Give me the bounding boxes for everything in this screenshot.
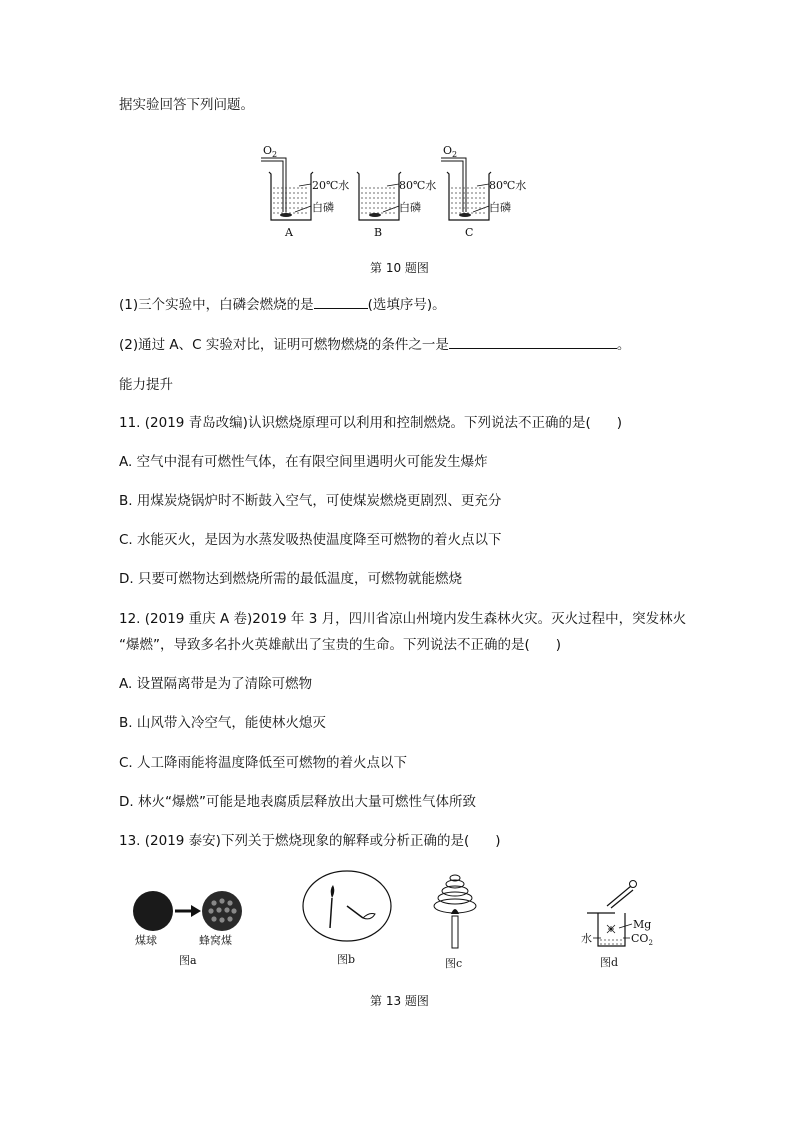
flame-icon — [451, 909, 459, 914]
fig13d-co2-label: $CO_2$ — [631, 932, 653, 947]
phosphorus-label-a: 白磷 — [312, 201, 334, 214]
beaker-letter-a: A — [285, 226, 293, 239]
figure-10-caption: 第 10 题图 — [370, 261, 429, 275]
q10-part2-blank — [449, 336, 617, 349]
phosphorus-label-c: 白磷 — [489, 201, 511, 214]
q12-stem-line1: 12. (2019 重庆 A 卷)2019 年 3 月，四川省凉山州境内发生森林火灾。灭火过程中，突发林火 — [119, 611, 687, 627]
q10-part1: (1)三个实验中，白磷会燃烧的是 (选填序号)。 — [119, 297, 446, 313]
beaker-letter-b: B — [374, 226, 383, 239]
section-heading: 能力提升 — [119, 377, 173, 393]
figure-13 — [125, 866, 675, 976]
tongs-icon — [607, 886, 631, 906]
fig13d-water-label: 水 — [581, 932, 592, 945]
q12-option-a: A. 设置隔离带是为了清除可燃物 — [119, 676, 313, 692]
water-label-a: 20℃水 — [312, 179, 350, 192]
q12-option-b: B. 山风带入冷空气，能使林火熄灭 — [119, 715, 326, 731]
q12-stem-line2: “爆燃”，导致多名扑火英雄献出了宝贵的生命。下列说法不正确的是( ) — [119, 637, 562, 653]
fig13b-caption: 图b — [337, 953, 356, 966]
candle-icon — [452, 916, 458, 948]
fig13d-caption: 图d — [600, 956, 619, 969]
fig13a-right-label: 蜂窝煤 — [199, 934, 232, 947]
beaker-b — [357, 172, 436, 239]
honeycomb-coal-icon — [202, 891, 242, 931]
coal-ball-icon — [133, 891, 173, 931]
arrow-right-icon — [191, 905, 201, 917]
match-upright-icon — [330, 898, 332, 928]
fig13a-left-label: 煤球 — [135, 934, 157, 947]
figure-13-caption: 第 13 题图 — [370, 994, 429, 1008]
q11-option-d: D. 只要可燃物达到燃烧所需的最低温度，可燃物就能燃烧 — [119, 571, 462, 587]
q10-part2: (2)通过 A、C 实验对比，证明可燃物燃烧的条件之一是 。 — [119, 337, 631, 353]
q10-part1-blank — [314, 296, 368, 309]
water-label-c: 80℃水 — [489, 179, 527, 192]
o2-label-a: $O_2$ — [263, 144, 278, 159]
q13-stem: 13. (2019 泰安)下列关于燃烧现象的解释或分析正确的是( ) — [119, 833, 501, 849]
q11-option-b: B. 用煤炭烧锅炉时不断鼓入空气，可使煤炭燃烧更剧烈、更充分 — [119, 493, 502, 509]
q11-stem: 11. (2019 青岛改编)认识燃烧原理可以利用和控制燃烧。下列说法不正确的是( ) — [119, 415, 622, 431]
copper-coil-icon — [434, 875, 476, 913]
beaker-a — [261, 144, 349, 239]
intro-text: 据实验回答下列问题。 — [119, 97, 254, 113]
q12-option-c: C. 人工降雨能将温度降低至可燃物的着火点以下 — [119, 755, 408, 771]
burning-mg-icon — [607, 925, 615, 933]
water-label-b: 80℃水 — [399, 179, 437, 192]
figure-13c — [434, 875, 476, 970]
beaker-c — [441, 144, 526, 239]
fig13c-caption: 图c — [445, 957, 463, 970]
q12-option-d: D. 林火“爆燃”可能是地表腐质层释放出大量可燃性气体所致 — [119, 794, 476, 810]
figure-13b — [303, 871, 391, 966]
figure-13d — [581, 881, 653, 970]
o2-label-c: $O_2$ — [443, 144, 458, 159]
q11-option-c: C. 水能灭火，是因为水蒸发吸热使温度降至可燃物的着火点以下 — [119, 532, 502, 548]
fig13a-caption: 图a — [179, 954, 197, 967]
figure-13a — [133, 891, 242, 967]
q11-option-a: A. 空气中混有可燃性气体，在有限空间里遇明火可能发生爆炸 — [119, 454, 488, 470]
fig13d-mg-label: Mg — [633, 918, 652, 931]
match-tilted-icon — [347, 906, 363, 918]
phosphorus-label-b: 白磷 — [399, 201, 421, 214]
beaker-letter-c: C — [465, 226, 474, 239]
figure-10 — [255, 140, 545, 240]
